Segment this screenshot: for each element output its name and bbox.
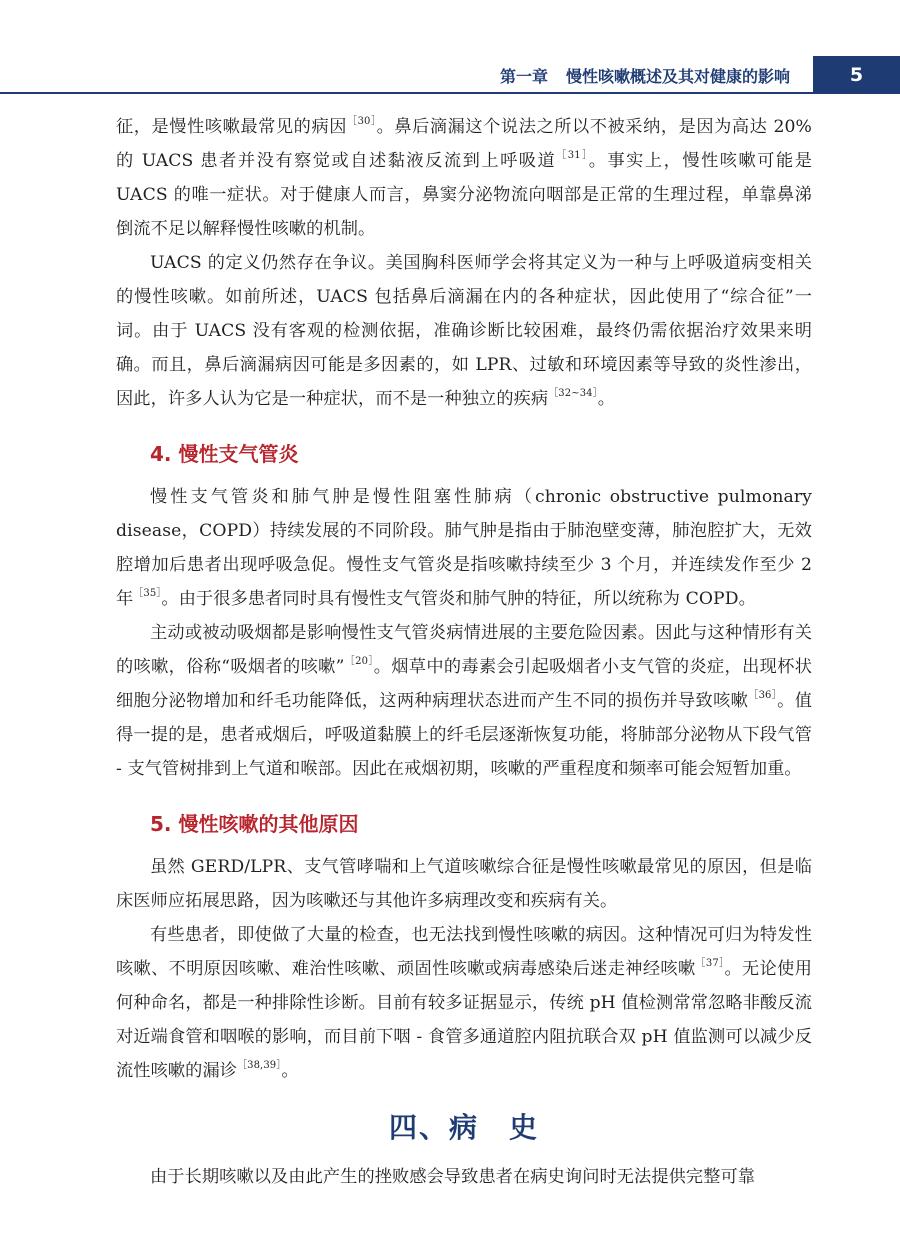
text-run: 。鼻后滴漏这个说法之所以不被采纳，是因为高达 20% 的 UACS 患者并没有察觉或自述黏液反流到上呼吸道 (116, 117, 812, 171)
citation: ［36］ (748, 690, 778, 701)
paragraph (116, 850, 812, 918)
running-header-title (500, 64, 790, 87)
text-run: 有些患者，即使做了大量的检查，也无法找到慢性咳嗽的病因。这种情况可归为特发性咳嗽、不明原因咳嗽、难治性咳嗽、顽固性咳嗽或病毒感染后迷走神经咳嗽 (116, 925, 812, 979)
text-run: 。 (597, 389, 616, 409)
text-run: 。由于很多患者同时具有慢性支气管炎和肺气肿的特征，所以统称为 COPD。 (161, 589, 756, 609)
paragraph (116, 918, 812, 1088)
citation: ［38,39］ (237, 1060, 282, 1071)
text-run: 。烟草中的毒素会引起吸烟者小支气管的炎症，出现杯状细胞分泌物增加和纤毛功能降低，这两种病理状态进而产生不同的损伤并导致咳嗽 (116, 657, 813, 711)
text-run: 。无论使用何种命名，都是一种排除性诊断。目前有较多证据显示，传统 pH 值检测常常忽略非酸反流对近端食管和咽喉的影响，而目前下咽 - 食管多通道腔内阻抗联合双 pH 值监测可以减少反流性咳嗽的漏诊 (116, 959, 812, 1081)
paragraph (116, 480, 812, 616)
section-heading-chronic-bronchitis: 4. 慢性支气管炎 (150, 442, 299, 466)
text-run: 。 (281, 1061, 299, 1081)
citation: ［35］ (133, 588, 162, 599)
text-run: 虽然 GERD/LPR、支气管哮喘和上气道咳嗽综合征是慢性咳嗽最常见的原因，但是临床医师应拓展思路，因为咳嗽还与其他许多病理改变和疾病有关。 (116, 857, 812, 911)
paragraph (116, 1160, 812, 1194)
page-body (116, 110, 812, 1194)
chapter-title: 慢性咳嗽概述及其对健康的影响 (565, 67, 790, 86)
text-run: 慢性支气管炎和肺气肿是慢性阻塞性肺病（chronic obstructive pulmonary disease，COPD）持续发展的不同阶段。肺气肿是指由于肺泡壁变薄，肺泡腔扩大，无效腔增加后患者出现呼吸急促。慢性支气管炎是指咳嗽持续至少 3 个月，并连续发作至少 2 年 (116, 487, 812, 609)
text-run: 征，是慢性咳嗽最常见的病因 (116, 117, 347, 137)
citation: ［32~34］ (548, 388, 598, 399)
citation: ［31］ (556, 150, 589, 161)
chapter-label: 第一章 (499, 67, 548, 86)
section-heading-other-causes: 5. 慢性咳嗽的其他原因 (150, 812, 359, 836)
paragraph (116, 246, 812, 416)
text-run: 由于长期咳嗽以及由此产生的挫败感会导致患者在病史询问时无法提供完整可靠 (150, 1167, 756, 1187)
text-run: 主动或被动吸烟都是影响慢性支气管炎病情进展的主要危险因素。因此与这种情形有关的咳嗽，俗称“吸烟者的咳嗽” (116, 623, 812, 677)
text-run: 。事实上，慢性咳嗽可能是 UACS 的唯一症状。对于健康人而言，鼻窦分泌物流向咽部是正常的生理过程，单靠鼻涕倒流不足以解释慢性咳嗽的机制。 (116, 151, 813, 239)
text-run: UACS 的定义仍然存在争议。美国胸科医师学会将其定义为一种与上呼吸道病变相关的慢性咳嗽。如前所述，UACS 包括鼻后滴漏在内的各种症状，因此使用了“综合征”一词。由于 UACS 没有客观的检测依据，准确诊断比较困难，最终仍需依据治疗效果来明确。而且，鼻后滴漏病因可能是多因素的，如 LPR、过敏和环境因素等导致的炎性渗出，因此，许多人认为它是一种症状，而不是一种独立的疾病 (116, 253, 812, 409)
running-header (0, 56, 900, 94)
page-number: 5 (813, 56, 900, 94)
paragraph (116, 110, 812, 246)
citation: ［30］ (346, 116, 377, 127)
citation: ［37］ (695, 958, 725, 969)
header-rule (0, 92, 900, 94)
citation: ［20］ (344, 656, 374, 667)
text-run: 。值得一提的是，患者戒烟后，呼吸道黏膜上的纤毛层逐渐恢复功能，将肺部分泌物从下段气管 - 支气管树排到上气道和喉部。因此在戒烟初期，咳嗽的严重程度和频率可能会短暂加重。 (116, 691, 813, 779)
section-heading-medical-history: 四、病 史 (388, 1111, 539, 1144)
paragraph (116, 616, 812, 786)
